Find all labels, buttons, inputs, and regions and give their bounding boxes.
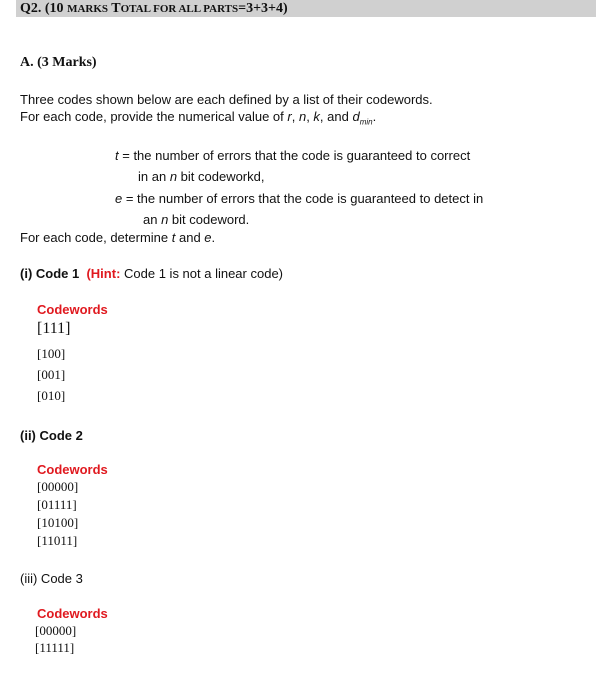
code2-word: [00000] (37, 479, 79, 494)
def-e-line-2-b: bit codeword. (168, 212, 250, 227)
def-e-line-1 (115, 191, 483, 206)
var-k: k (313, 109, 320, 124)
code3-heading: (iii) Code 3 (20, 571, 83, 586)
code2-word: [10100] (37, 515, 79, 530)
section-a-title: A. (3 Marks) (20, 55, 97, 70)
def-t-line-2-a: in an (138, 169, 170, 184)
determine-t: t (171, 230, 176, 245)
sep: , and (319, 109, 353, 124)
code1-word: [010] (37, 388, 66, 403)
header-marks: MARKS (67, 3, 109, 15)
def-e-var: e (115, 191, 123, 206)
code1-hint-label: (Hint: (86, 266, 121, 281)
code1-codewords-label: Codewords (37, 302, 108, 317)
var-d: d (352, 109, 360, 124)
code1-word: [100] (37, 346, 66, 361)
question-header (16, 0, 596, 17)
determine-end: . (211, 230, 216, 245)
def-t-var: t (115, 148, 119, 163)
code2-word: [01111] (37, 497, 77, 512)
intro-line-2 (20, 109, 376, 127)
header-total-rest: OTAL FOR ALL PARTS (120, 3, 239, 15)
determine-text: For each code, determine (20, 230, 172, 245)
intro-line-2-text: For each code, provide the numerical value of (20, 109, 288, 124)
intro-line-1: Three codes shown below are each defined by a list of their codewords. (20, 92, 433, 107)
var-r: r (287, 109, 292, 124)
def-t-line-2-b: bit codeworkd, (177, 169, 265, 184)
sep: . (372, 109, 377, 124)
var-n: n (298, 109, 307, 124)
code3-word: [11111] (35, 640, 75, 655)
header-eq: =3+3+4) (238, 1, 288, 16)
def-t-text: = the number of errors that the code is guaranteed to correct (118, 148, 471, 163)
def-t-line-2 (138, 169, 264, 184)
var-d-sub: min (359, 117, 373, 127)
def-e-text: = the number of errors that the code is guaranteed to detect in (122, 191, 484, 206)
code2-codewords-label: Codewords (37, 462, 108, 477)
def-e-line-2 (143, 212, 249, 227)
def-t-line-2-n: n (169, 169, 178, 184)
code1-word: [001] (37, 367, 66, 382)
header-total-t: T (108, 1, 121, 16)
code1-hint-text: Code 1 is not a linear code) (120, 266, 284, 281)
determine-e: e (204, 230, 212, 245)
code3-word: [00000] (35, 623, 77, 638)
code1-word: [111] (37, 320, 71, 337)
sep: , (306, 109, 314, 124)
code2-heading: (ii) Code 2 (20, 428, 83, 443)
def-e-line-2-n: n (161, 212, 169, 227)
header-q: Q2. (10 (20, 1, 68, 16)
code3-codewords-label: Codewords (37, 606, 108, 621)
code1-heading: (i) Code 1 (20, 266, 80, 281)
def-e-line-2-a: an (143, 212, 162, 227)
sep: , (291, 109, 299, 124)
determine-line (20, 230, 215, 245)
code1-heading-line (20, 266, 283, 281)
code2-word: [11011] (37, 533, 78, 548)
def-t-line-1 (115, 148, 470, 163)
determine-and: and (175, 230, 205, 245)
